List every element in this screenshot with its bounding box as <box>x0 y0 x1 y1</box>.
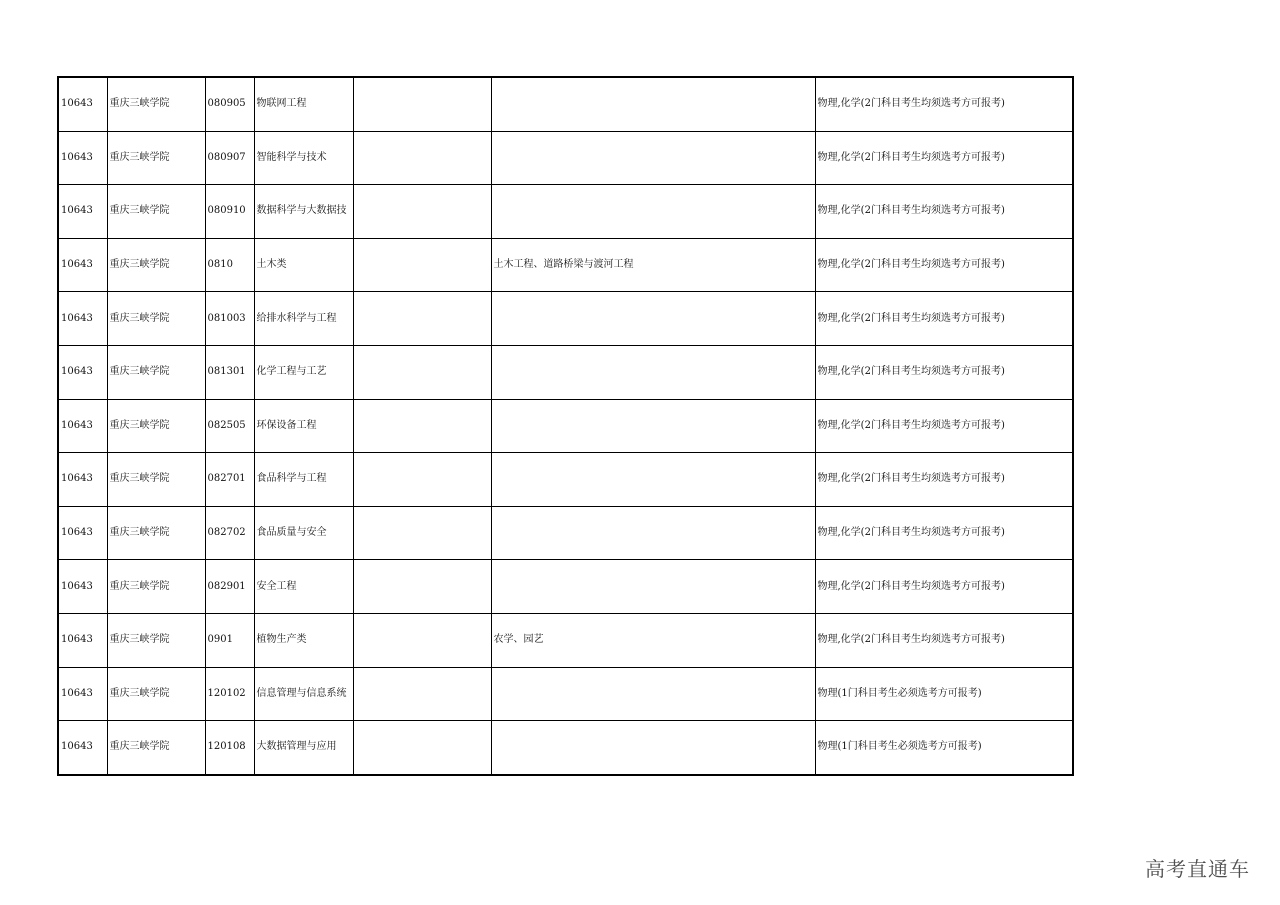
major-code-cell: 120102 <box>205 667 254 721</box>
major-name-cell: 给排水科学与工程 <box>254 292 353 346</box>
included-majors-cell <box>491 506 815 560</box>
major-code-cell: 080907 <box>205 131 254 185</box>
table-row <box>58 185 1073 239</box>
major-name-cell: 智能科学与技术 <box>254 131 353 185</box>
major-code-cell: 082901 <box>205 560 254 614</box>
major-code-cell: 080910 <box>205 185 254 239</box>
school-code-cell: 10643 <box>58 667 107 721</box>
major-name-cell: 植物生产类 <box>254 613 353 667</box>
major-code-cell: 080905 <box>205 77 254 131</box>
school-name-cell: 重庆三峡学院 <box>107 399 205 453</box>
subject-requirement-cell: 物理,化学(2门科目考生均须选考方可报考) <box>815 613 1073 667</box>
table-body <box>58 77 1073 775</box>
subject-requirement-cell: 物理,化学(2门科目考生均须选考方可报考) <box>815 238 1073 292</box>
table-row <box>58 238 1073 292</box>
school-name-cell: 重庆三峡学院 <box>107 77 205 131</box>
empty-cell <box>353 345 491 399</box>
major-name-cell: 大数据管理与应用 <box>254 721 353 775</box>
empty-cell <box>353 613 491 667</box>
subject-requirement-cell: 物理,化学(2门科目考生均须选考方可报考) <box>815 131 1073 185</box>
empty-cell <box>353 77 491 131</box>
included-majors-cell <box>491 667 815 721</box>
school-code-cell: 10643 <box>58 506 107 560</box>
table-row <box>58 613 1073 667</box>
major-name-cell: 物联网工程 <box>254 77 353 131</box>
included-majors-cell <box>491 345 815 399</box>
table-row <box>58 453 1073 507</box>
school-name-cell: 重庆三峡学院 <box>107 560 205 614</box>
school-code-cell: 10643 <box>58 453 107 507</box>
included-majors-cell <box>491 560 815 614</box>
school-name-cell: 重庆三峡学院 <box>107 721 205 775</box>
school-name-cell: 重庆三峡学院 <box>107 131 205 185</box>
major-code-cell: 120108 <box>205 721 254 775</box>
empty-cell <box>353 506 491 560</box>
subject-requirement-cell: 物理,化学(2门科目考生均须选考方可报考) <box>815 77 1073 131</box>
table-row <box>58 345 1073 399</box>
major-code-cell: 082505 <box>205 399 254 453</box>
major-code-cell: 0810 <box>205 238 254 292</box>
subject-requirement-cell: 物理,化学(2门科目考生均须选考方可报考) <box>815 292 1073 346</box>
included-majors-cell <box>491 77 815 131</box>
included-majors-cell <box>491 185 815 239</box>
subject-requirement-cell: 物理,化学(2门科目考生均须选考方可报考) <box>815 345 1073 399</box>
empty-cell <box>353 131 491 185</box>
included-majors-cell <box>491 453 815 507</box>
school-code-cell: 10643 <box>58 721 107 775</box>
major-name-cell: 环保设备工程 <box>254 399 353 453</box>
empty-cell <box>353 292 491 346</box>
school-code-cell: 10643 <box>58 77 107 131</box>
major-code-cell: 082702 <box>205 506 254 560</box>
major-name-cell: 食品科学与工程 <box>254 453 353 507</box>
table-row <box>58 131 1073 185</box>
included-majors-cell <box>491 399 815 453</box>
subject-requirement-cell: 物理,化学(2门科目考生均须选考方可报考) <box>815 560 1073 614</box>
major-code-cell: 081003 <box>205 292 254 346</box>
table-row <box>58 77 1073 131</box>
included-majors-cell <box>491 292 815 346</box>
school-name-cell: 重庆三峡学院 <box>107 453 205 507</box>
school-code-cell: 10643 <box>58 238 107 292</box>
school-code-cell: 10643 <box>58 345 107 399</box>
empty-cell <box>353 185 491 239</box>
table-row <box>58 506 1073 560</box>
school-name-cell: 重庆三峡学院 <box>107 345 205 399</box>
subject-requirement-cell: 物理,化学(2门科目考生均须选考方可报考) <box>815 399 1073 453</box>
major-name-cell: 信息管理与信息系统 <box>254 667 353 721</box>
subject-requirement-cell: 物理(1门科目考生必须选考方可报考) <box>815 721 1073 775</box>
table-row <box>58 292 1073 346</box>
major-name-cell: 数据科学与大数据技 <box>254 185 353 239</box>
subject-requirement-cell: 物理,化学(2门科目考生均须选考方可报考) <box>815 453 1073 507</box>
school-name-cell: 重庆三峡学院 <box>107 292 205 346</box>
table-row <box>58 560 1073 614</box>
major-code-cell: 082701 <box>205 453 254 507</box>
major-name-cell: 化学工程与工艺 <box>254 345 353 399</box>
empty-cell <box>353 399 491 453</box>
school-name-cell: 重庆三峡学院 <box>107 667 205 721</box>
included-majors-cell <box>491 721 815 775</box>
watermark-logo-text: 高考直通车 <box>1145 857 1250 881</box>
major-code-cell: 0901 <box>205 613 254 667</box>
school-code-cell: 10643 <box>58 292 107 346</box>
major-name-cell: 食品质量与安全 <box>254 506 353 560</box>
subject-requirement-cell: 物理(1门科目考生必须选考方可报考) <box>815 667 1073 721</box>
major-name-cell: 安全工程 <box>254 560 353 614</box>
empty-cell <box>353 453 491 507</box>
subject-requirement-cell: 物理,化学(2门科目考生均须选考方可报考) <box>815 506 1073 560</box>
table-row <box>58 667 1073 721</box>
school-code-cell: 10643 <box>58 560 107 614</box>
empty-cell <box>353 560 491 614</box>
school-code-cell: 10643 <box>58 399 107 453</box>
school-name-cell: 重庆三峡学院 <box>107 613 205 667</box>
school-name-cell: 重庆三峡学院 <box>107 506 205 560</box>
major-code-cell: 081301 <box>205 345 254 399</box>
major-name-cell: 土木类 <box>254 238 353 292</box>
school-code-cell: 10643 <box>58 185 107 239</box>
admission-requirements-table <box>57 76 1074 776</box>
school-code-cell: 10643 <box>58 613 107 667</box>
table-row <box>58 721 1073 775</box>
included-majors-cell: 土木工程、道路桥梁与渡河工程 <box>491 238 815 292</box>
school-name-cell: 重庆三峡学院 <box>107 238 205 292</box>
included-majors-cell <box>491 131 815 185</box>
school-code-cell: 10643 <box>58 131 107 185</box>
school-name-cell: 重庆三峡学院 <box>107 185 205 239</box>
included-majors-cell: 农学、园艺 <box>491 613 815 667</box>
subject-requirement-cell: 物理,化学(2门科目考生均须选考方可报考) <box>815 185 1073 239</box>
table-row <box>58 399 1073 453</box>
empty-cell <box>353 721 491 775</box>
empty-cell <box>353 667 491 721</box>
empty-cell <box>353 238 491 292</box>
